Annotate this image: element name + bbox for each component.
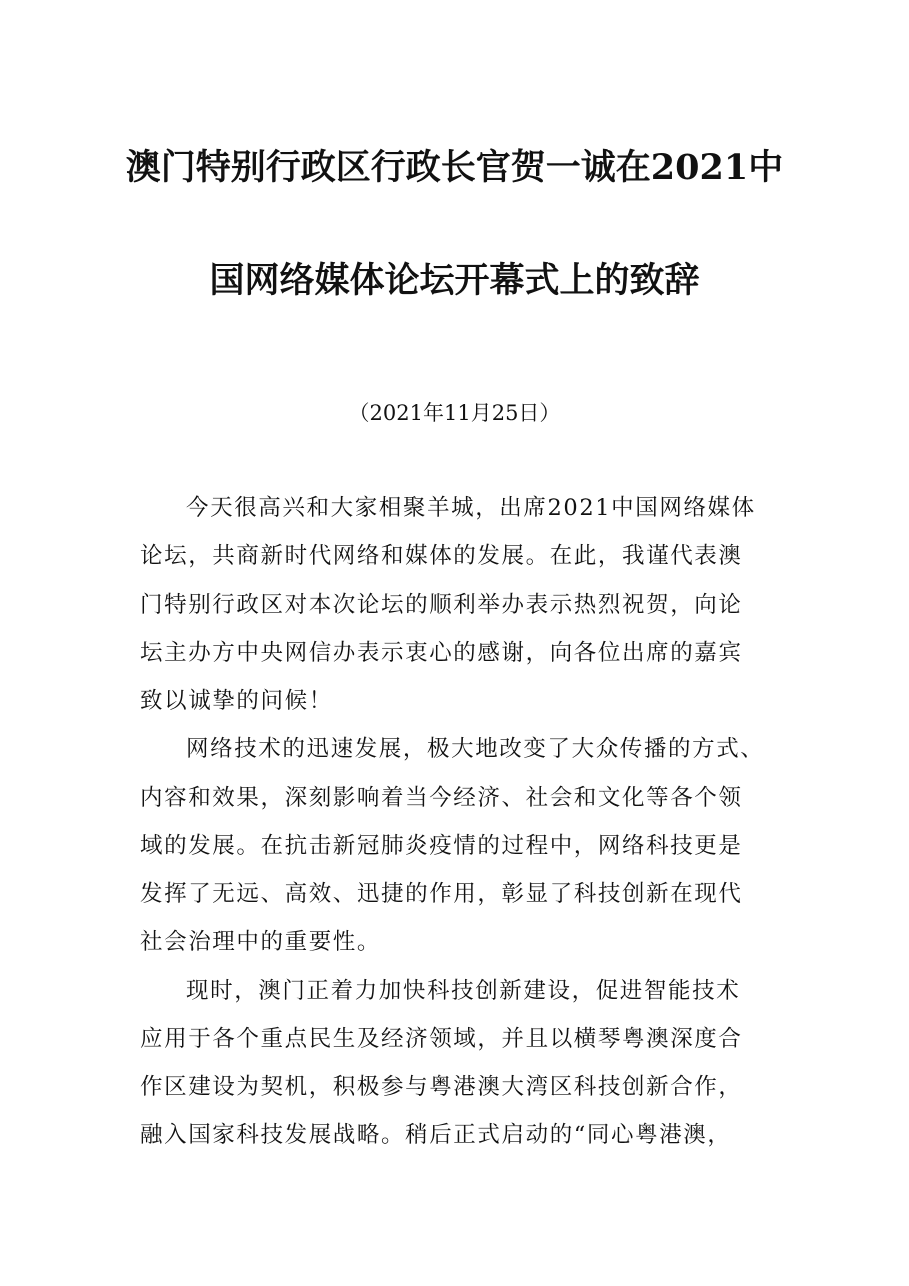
- paragraph-2-line-1: 网络技术的迅速发展，极大地改变了大众传播的方式、: [186, 736, 765, 762]
- paragraph-1-line-4: 坛主办方中央网信办表示衷心的感谢，向各位出席的嘉宾: [140, 640, 743, 666]
- document-date: （2021年11月25日）: [348, 401, 561, 425]
- paragraph-1-line-5: 致以诚挚的问候！: [140, 688, 333, 714]
- paragraph-1-line-1: 今天很高兴和大家相聚羊城，出席2021中国网络媒体: [186, 495, 756, 521]
- paragraph-3-line-3: 作区建设为契机，积极参与粤港澳大湾区科技创新合作，: [140, 1074, 743, 1100]
- paragraph-3-line-2: 应用于各个重点民生及经济领域，并且以横琴粤澳深度合: [140, 1026, 743, 1052]
- paragraph-1-line-3: 门特别行政区对本次论坛的顺利举办表示热烈祝贺，向论: [140, 592, 743, 618]
- document-title-line-1: 澳门特别行政区行政长官贺一诚在2021中: [125, 147, 784, 188]
- document-title-line-2: 国网络媒体论坛开幕式上的致辞: [209, 260, 700, 301]
- paragraph-2-line-3: 域的发展。在抗击新冠肺炎疫情的过程中，网络科技更是: [140, 833, 743, 859]
- paragraph-2-line-4: 发挥了无远、高效、迅捷的作用，彰显了科技创新在现代: [140, 881, 743, 907]
- paragraph-3-line-1: 现时，澳门正着力加快科技创新建设，促进智能技术: [186, 978, 741, 1004]
- paragraph-1-line-2: 论坛，共商新时代网络和媒体的发展。在此，我谨代表澳: [140, 543, 743, 569]
- paragraph-2-line-5: 社会治理中的重要性。: [140, 929, 382, 955]
- paragraph-2-line-2: 内容和效果，深刻影响着当今经济、社会和文化等各个领: [140, 785, 743, 811]
- paragraph-3-line-4: 融入国家科技发展战略。稍后正式启动的“同心粤港澳，: [140, 1122, 732, 1148]
